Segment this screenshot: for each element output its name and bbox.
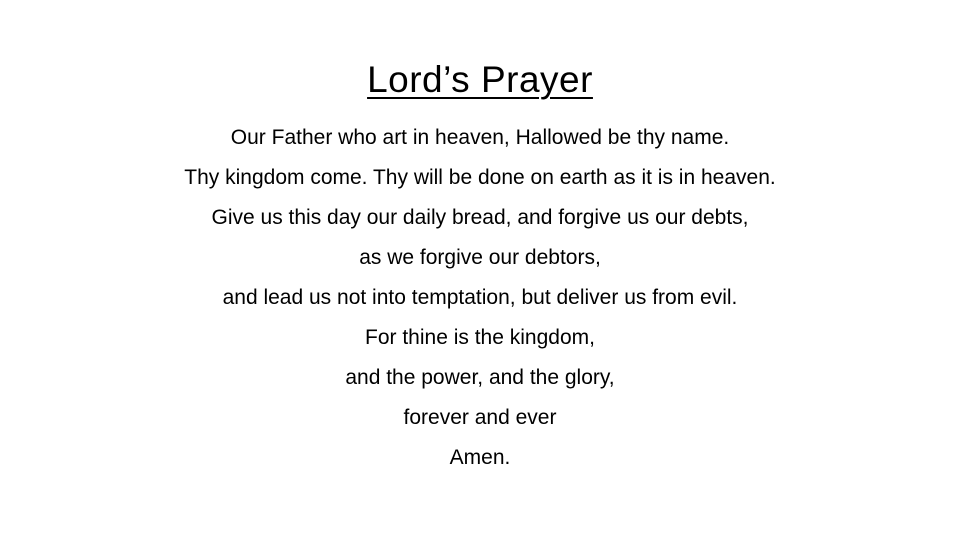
prayer-line: forever and ever [403,406,557,429]
prayer-line: Give us this day our daily bread, and forgive us our debts, [211,206,749,229]
prayer-text [0,118,960,478]
prayer-line: Our Father who art in heaven, Hallowed be thy name. [230,126,730,149]
prayer-line: and lead us not into temptation, but deliver us from evil. [222,286,738,309]
prayer-line: as we forgive our debtors, [359,246,601,269]
slide-title [0,56,960,104]
prayer-line: Thy kingdom come. Thy will be done on earth as it is in heaven. [184,166,776,189]
prayer-line: Amen. [449,446,511,469]
slide-title-text: Lord’s Prayer [367,59,593,100]
prayer-line: and the power, and the glory, [345,366,615,389]
prayer-line: For thine is the kingdom, [365,326,595,349]
